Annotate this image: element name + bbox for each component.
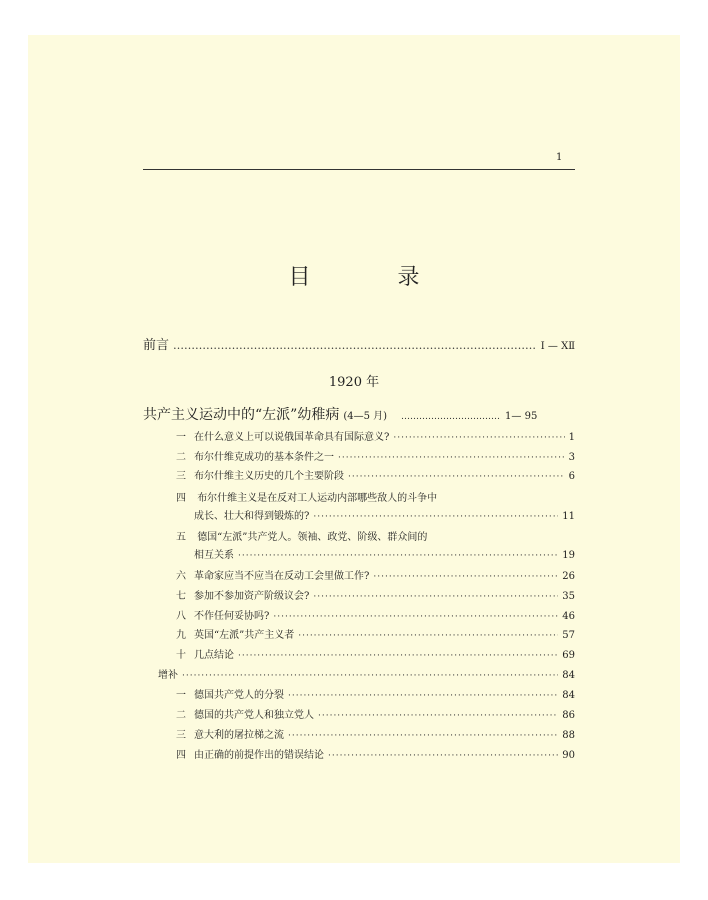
chapter-page: 6 xyxy=(568,471,575,482)
leader-dots xyxy=(393,433,564,443)
toc-chapter[interactable] xyxy=(168,607,575,622)
chapter-title: 布尔什维主义历史的几个主要阶段 xyxy=(194,471,344,482)
chapter-number: 八 xyxy=(176,611,186,622)
chapter-number: 六 xyxy=(176,571,186,582)
chapter-title: 在什么意义上可以说俄国革命具有国际意义? xyxy=(194,432,390,443)
chapter-page: 19 xyxy=(562,550,575,561)
toc-chapter-continuation[interactable] xyxy=(194,507,575,522)
chapter-title: 布尔什维克成功的基本条件之一 xyxy=(194,452,334,463)
toc-work[interactable] xyxy=(143,404,575,424)
leader-dots xyxy=(338,453,565,463)
toc-chapter-continuation[interactable] xyxy=(194,546,575,561)
chapter-title: 革命家应当不应当在反动工会里做工作? xyxy=(194,571,370,582)
chapter-page: 84 xyxy=(562,690,575,701)
leader-dots xyxy=(373,572,558,582)
preface-pages: I — XⅡ xyxy=(540,341,575,352)
toc-chapter[interactable] xyxy=(168,428,575,443)
preface-label: 前言 xyxy=(143,338,170,353)
work-title: 共产主义运动中的“左派”幼稚病 xyxy=(143,407,340,423)
chapter-page: 1 xyxy=(568,432,575,443)
chapter-number: 二 xyxy=(176,452,186,463)
leader-dots xyxy=(288,731,558,741)
chapter-title: 布尔什维主义是在反对工人运动内部哪些敌人的斗争中 xyxy=(197,493,438,504)
chapter-number: 九 xyxy=(176,630,186,641)
supplement-page: 84 xyxy=(562,670,575,681)
chapter-page: 3 xyxy=(568,452,575,463)
toc-chapter[interactable] xyxy=(168,528,427,543)
chapter-number: 一 xyxy=(176,690,186,701)
toc-chapter[interactable] xyxy=(168,567,575,582)
toc-chapter[interactable] xyxy=(168,489,437,504)
chapter-number: 三 xyxy=(176,730,186,741)
toc-supplement[interactable] xyxy=(158,666,575,681)
chapter-number: 四 xyxy=(176,750,186,761)
chapter-number: 十 xyxy=(176,650,186,661)
chapter-page: 90 xyxy=(562,750,575,761)
year-heading: 1920 年 xyxy=(328,375,380,390)
chapter-page: 57 xyxy=(562,630,575,641)
leader-dots xyxy=(318,711,558,721)
toc-chapter[interactable] xyxy=(168,448,575,463)
chapter-page: 35 xyxy=(562,591,575,602)
work-pages: 1— 95 xyxy=(505,411,538,422)
chapter-title: 几点结论 xyxy=(194,650,234,661)
chapter-number: 四 xyxy=(176,493,186,504)
chapter-page: 86 xyxy=(562,710,575,721)
toc-supplement-chapter[interactable] xyxy=(168,686,575,701)
chapter-title: 由正确的前提作出的错误结论 xyxy=(194,750,324,761)
chapter-title: 不作任何妥协吗? xyxy=(194,611,270,622)
leader-dots xyxy=(298,631,558,641)
leader-dots xyxy=(288,691,558,701)
chapter-number: 五 xyxy=(176,532,186,543)
chapter-page: 69 xyxy=(562,650,575,661)
leader-dots xyxy=(273,612,558,622)
header-rule xyxy=(143,169,575,170)
supplement-label: 增补 xyxy=(158,670,178,681)
chapter-title-continued: 相互关系 xyxy=(194,550,234,561)
page-title: 目 录 xyxy=(288,265,460,290)
leader-dots xyxy=(173,339,537,352)
chapter-page: 88 xyxy=(562,730,575,741)
chapter-number: 七 xyxy=(176,591,186,602)
chapter-title: 英国“左派”共产主义者 xyxy=(194,630,295,641)
chapter-title: 德国“左派”共产党人。领袖、政党、阶级、群众间的 xyxy=(197,532,428,543)
leader-dots xyxy=(238,551,558,561)
chapter-page: 46 xyxy=(562,611,575,622)
leader-dots xyxy=(313,512,558,522)
chapter-number: 三 xyxy=(176,471,186,482)
chapter-title: 德国共产党人的分裂 xyxy=(194,690,284,701)
chapter-title-continued: 成长、壮大和得到锻炼的? xyxy=(194,511,310,522)
toc-chapter[interactable] xyxy=(168,626,575,641)
page-number: 1 xyxy=(556,152,563,163)
toc-chapter[interactable] xyxy=(168,467,575,482)
toc-preface[interactable] xyxy=(143,334,575,353)
chapter-title: 意大利的屠拉梯之流 xyxy=(194,730,284,741)
leader-dots xyxy=(401,412,501,422)
toc-chapter[interactable] xyxy=(168,587,575,602)
chapter-page: 11 xyxy=(562,511,575,522)
leader-dots xyxy=(348,472,565,482)
chapter-title: 参加不参加资产阶级议会? xyxy=(194,591,310,602)
leader-dots xyxy=(313,592,558,602)
chapter-title: 德国的共产党人和独立党人 xyxy=(194,710,314,721)
work-date: (4—5 月) xyxy=(343,411,388,422)
chapter-number: 一 xyxy=(176,432,186,443)
leader-dots xyxy=(328,751,558,761)
chapter-number: 二 xyxy=(176,710,186,721)
toc-supplement-chapter[interactable] xyxy=(168,706,575,721)
leader-dots xyxy=(238,651,558,661)
leader-dots xyxy=(182,671,558,681)
toc-supplement-chapter[interactable] xyxy=(168,746,575,761)
chapter-page: 26 xyxy=(562,571,575,582)
toc-chapter[interactable] xyxy=(168,646,575,661)
toc-supplement-chapter[interactable] xyxy=(168,726,575,741)
